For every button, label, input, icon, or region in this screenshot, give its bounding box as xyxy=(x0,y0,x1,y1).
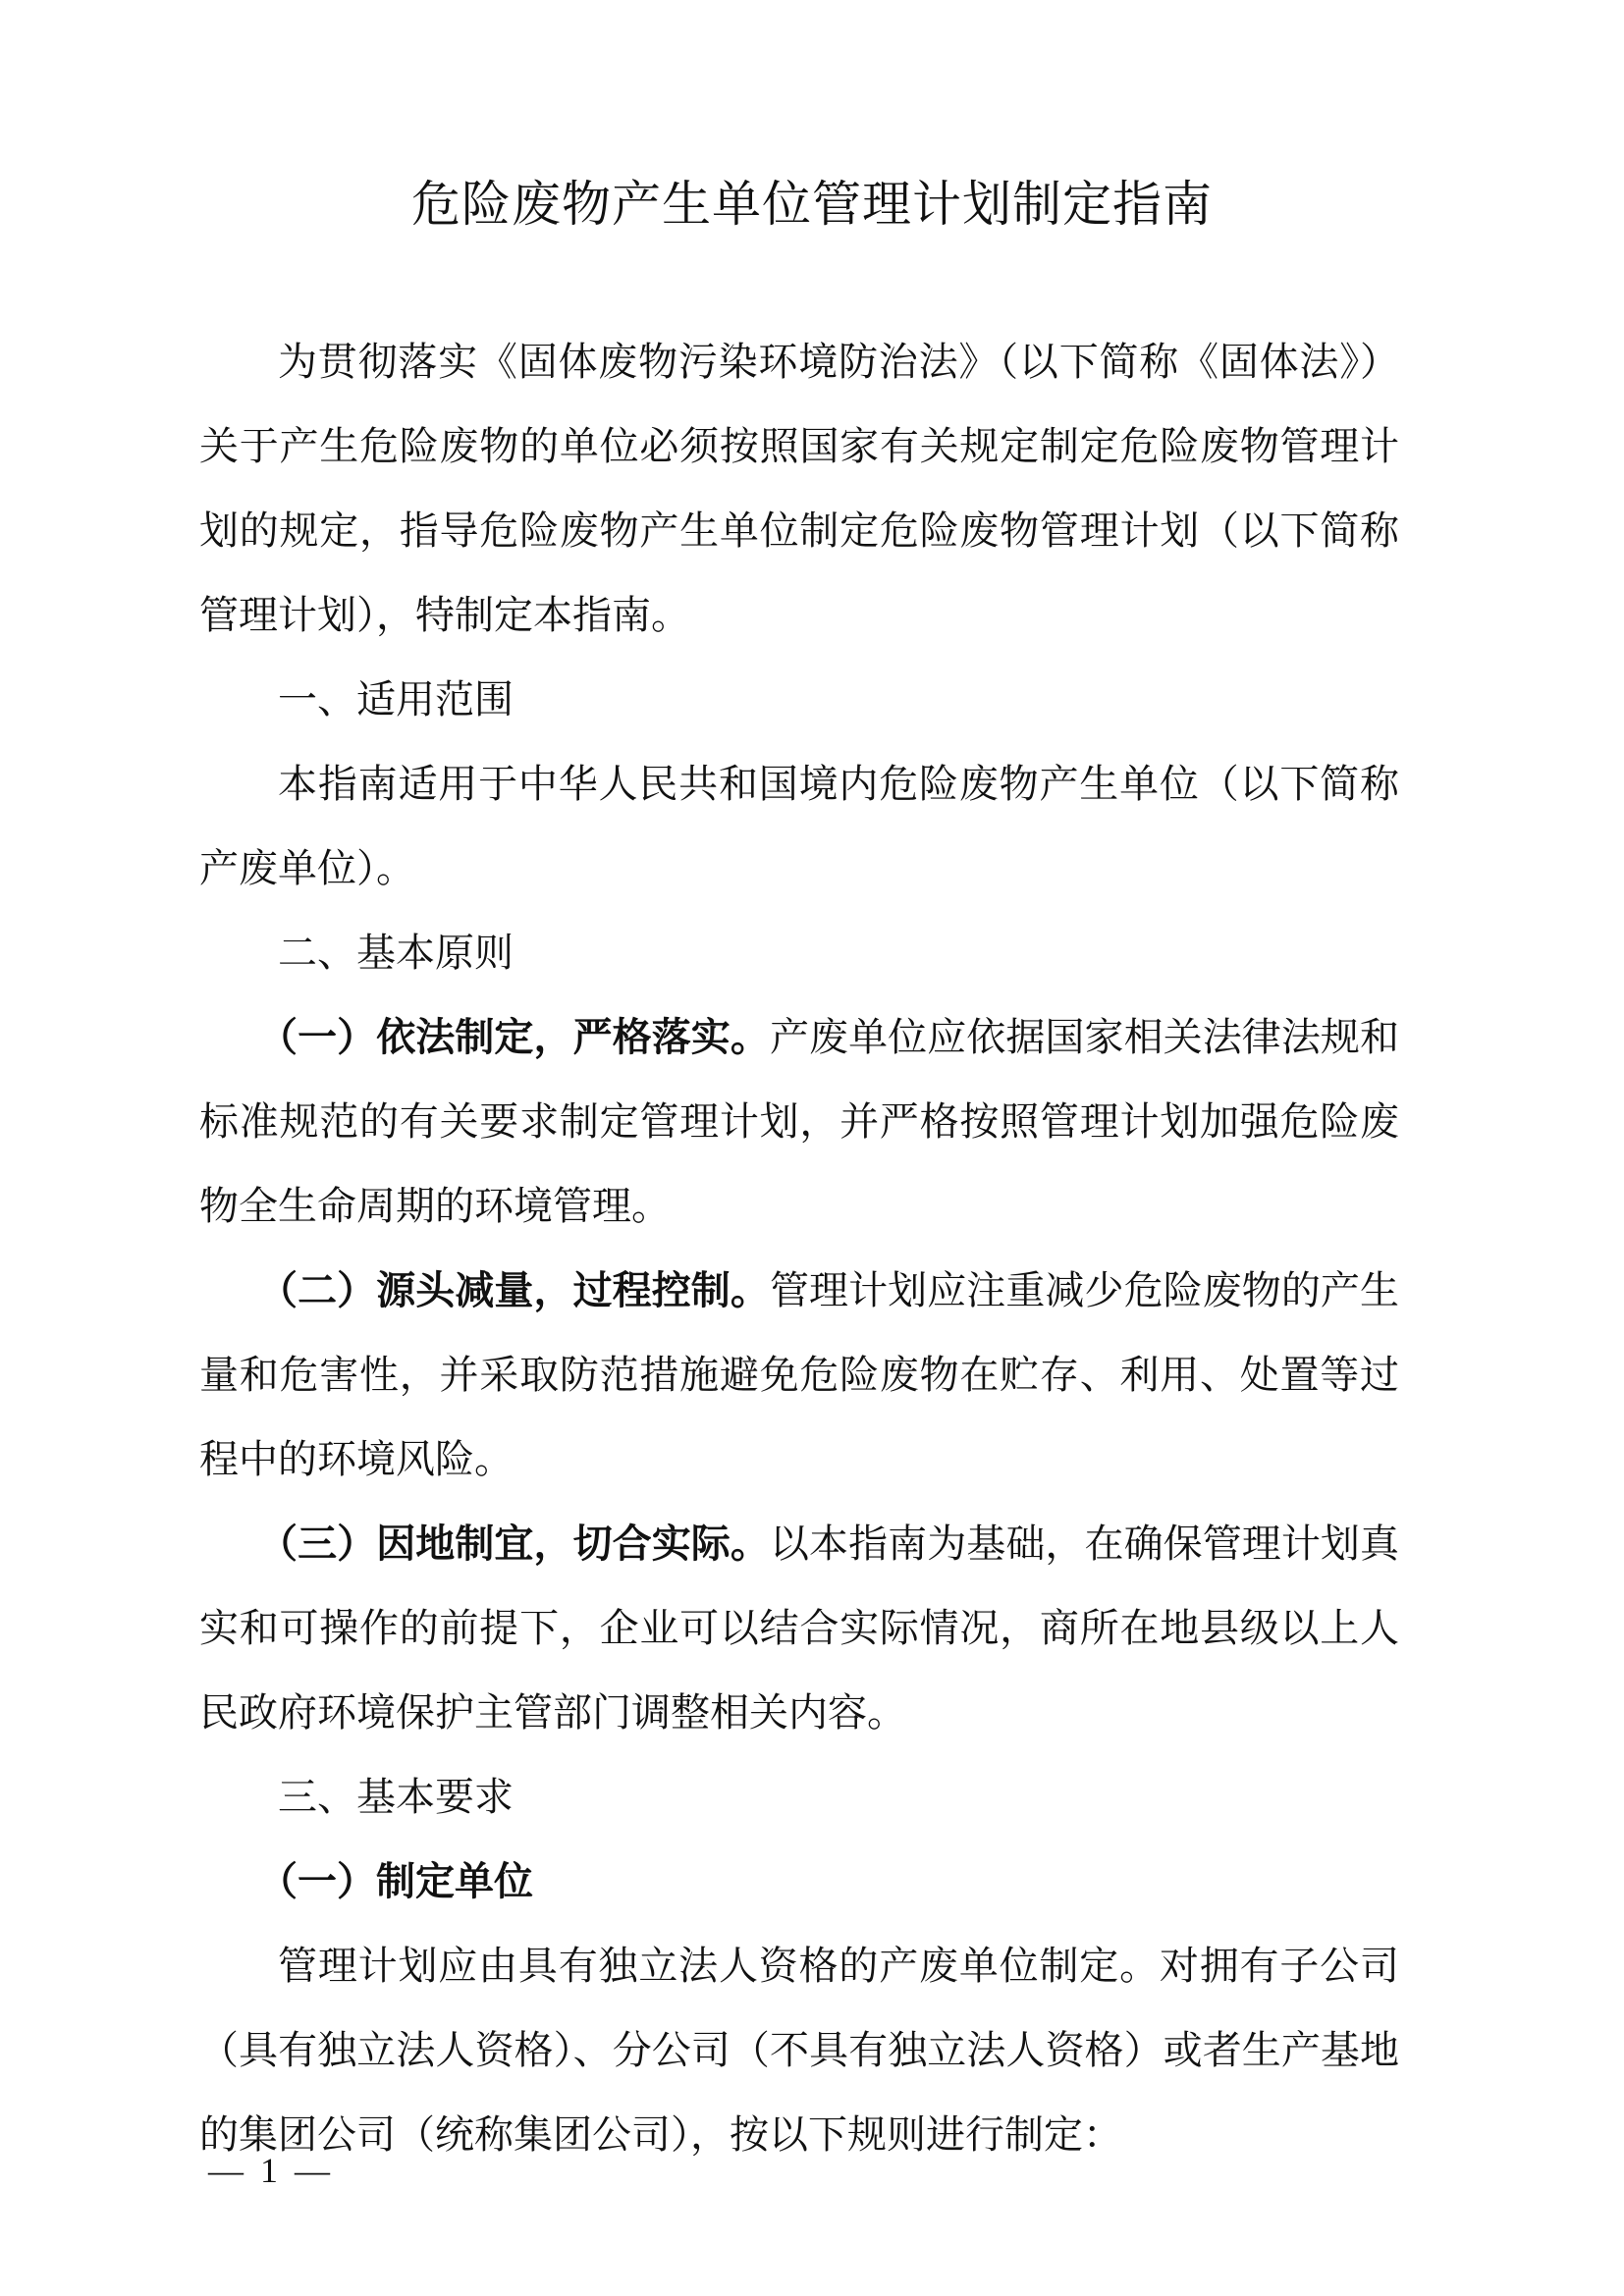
section-heading-requirements: 三、基本要求 xyxy=(278,1775,514,1820)
section-heading-scope: 一、适用范围 xyxy=(278,677,514,722)
principle-text-3: 以本指南为基础，在确保管理计划真实和可操作的前提下，企业可以结合实际情况，商所在地县级以上人民政府环境保护主管部门调整相关内容。 xyxy=(199,1522,1400,1735)
principle-text-2: 管理计划应注重减少危险废物的产生量和危害性，并采取防范措施避免危险废物在贮存、利用、处置等过程中的环境风险。 xyxy=(199,1268,1400,1482)
principle-paragraph-1 xyxy=(199,995,1399,1249)
scope-paragraph: 本指南适用于中华人民共和国境内危险废物产生单位（以下简称产废单位）。 xyxy=(199,762,1399,891)
unit-paragraph: 管理计划应由具有独立法人资格的产废单位制定。对拥有子公司（具有独立法人资格）、分公司（不具有独立法人资格）或者生产基地的集团公司（统称集团公司），按以下规则进行制定： xyxy=(199,1944,1399,2158)
principle-text-1: 产废单位应依据国家相关法律法规和标准规范的有关要求制定管理计划，并严格按照管理计划加强危险废物全生命周期的环境管理。 xyxy=(199,1015,1400,1229)
intro-paragraph: 为贯彻落实《固体废物污染环境防治法》（以下简称《固体法》）关于产生危险废物的单位必须按照国家有关规定制定危险废物管理计划的规定，指导危险废物产生单位制定危险废物管理计划（以下简称管理计划），特制定本指南。 xyxy=(199,340,1399,638)
principle-lead-3: （三）因地制宜，切合实际。 xyxy=(258,1522,770,1567)
principle-lead-1: （一）依法制定，严格落实。 xyxy=(258,1015,770,1060)
section-heading-principles: 二、基本原则 xyxy=(278,931,514,976)
principle-paragraph-2 xyxy=(199,1249,1399,1502)
principle-paragraph-3 xyxy=(199,1502,1399,1755)
document-title: 危险废物产生单位管理计划制定指南 xyxy=(411,176,1213,233)
page-number: — 1 — xyxy=(208,2151,334,2190)
document-body xyxy=(199,320,1399,2177)
subsection-heading-unit: （一）制定单位 xyxy=(258,1859,533,1904)
principle-lead-2: （二）源头减量，过程控制。 xyxy=(258,1268,770,1313)
